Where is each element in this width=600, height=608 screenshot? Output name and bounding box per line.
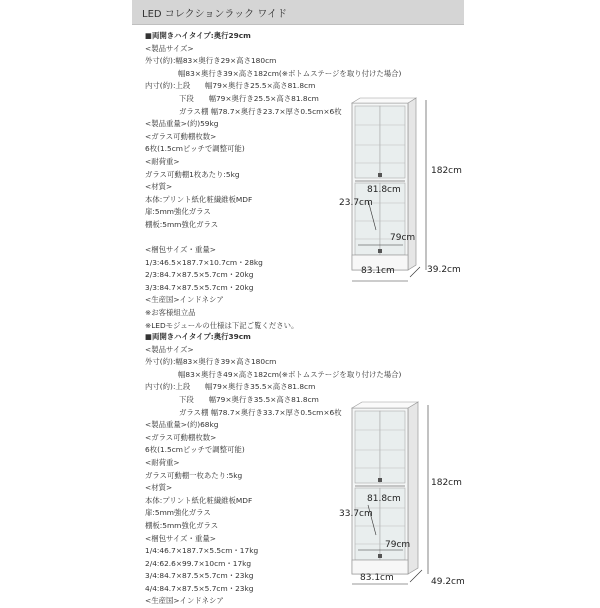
spec-line: <耐荷重> bbox=[145, 457, 180, 467]
spec-line: 6枚(1.5cmピッチで調整可能) bbox=[145, 144, 245, 154]
spec-line: 3/4:84.7×87.5×5.7cm・23kg bbox=[145, 571, 254, 581]
spec-line: <ガラス可動棚枚数> bbox=[145, 432, 217, 442]
spec-line: <製品重量>(約)68kg bbox=[145, 420, 219, 430]
spec-line: 棚板:5mm強化ガラス bbox=[145, 520, 219, 530]
spec-line: 本体:プリント紙化粧繊維板MDF bbox=[145, 194, 253, 204]
spec-line: 1/3:46.5×187.7×10.7cm・28kg bbox=[145, 257, 263, 267]
spec-line: ガラス可動棚1枚あたり:5kg bbox=[145, 169, 240, 179]
spec-line: <生産国>インドネシア bbox=[145, 596, 224, 606]
dim-width: 83.1cm bbox=[361, 266, 395, 276]
dim-shelf-width-2: 79cm bbox=[385, 540, 411, 550]
dim-height: 182cm bbox=[431, 166, 462, 176]
spec-line: <材質> bbox=[145, 483, 173, 493]
dim-height-2: 182cm bbox=[431, 478, 462, 488]
spec-line: <材質> bbox=[145, 182, 173, 192]
dim-width-2: 83.1cm bbox=[360, 573, 394, 583]
dim-shelf-depth: 23.7cm bbox=[339, 198, 373, 208]
spec-line: ガラス可動棚一枚あたり:5kg bbox=[145, 470, 243, 480]
spec-line: ■両開きハイタイプ:奥行39cm bbox=[145, 332, 251, 341]
spec-line: 6枚(1.5cmピッチで調整可能) bbox=[145, 445, 245, 455]
spec-line: 外寸(約):幅83×奥行き29×高さ180cm bbox=[145, 56, 277, 66]
spec-line: 4/4:84.7×87.5×5.7cm・23kg bbox=[145, 583, 254, 593]
spec-line: 幅83×奥行き49×高さ182cm(※ボトムステージを取り付けた場合) bbox=[178, 369, 402, 379]
spec-line: <ガラス可動棚枚数> bbox=[145, 131, 217, 141]
spec-line: 2/3:84.7×87.5×5.7cm・20kg bbox=[145, 270, 254, 280]
spec-line: 幅83×奥行き39×高さ182cm(※ボトムステージを取り付けた場合) bbox=[178, 68, 402, 78]
spec-line: 下段 幅79×奥行き35.5×高さ81.8cm bbox=[179, 394, 319, 404]
spec-line: 1/4:46.7×187.7×5.5cm・17kg bbox=[145, 546, 259, 556]
dim-shelf-height: 81.8cm bbox=[367, 185, 401, 195]
page-title: LED コレクションラック ワイド bbox=[142, 9, 288, 20]
spec-line: 扉:5mm強化ガラス bbox=[145, 508, 211, 518]
spec-line: ガラス棚 幅78.7×奥行き33.7×厚さ0.5cm×6枚 bbox=[179, 407, 342, 417]
spec-line: 内寸(約):上段 幅79×奥行き35.5×高さ81.8cm bbox=[145, 382, 316, 392]
cabinet-diagram-29cm bbox=[338, 95, 488, 295]
spec-line: 2/4:62.6×99.7×10cm・17kg bbox=[145, 558, 252, 568]
spec-line: ■両開きハイタイプ:奥行29cm bbox=[145, 31, 251, 40]
dim-shelf-height-2: 81.8cm bbox=[367, 494, 401, 504]
dim-shelf-width: 79cm bbox=[390, 233, 416, 243]
spec-line: ※お客様組立品 bbox=[145, 308, 196, 318]
spec-line: <梱包サイズ・重量> bbox=[145, 533, 216, 543]
spec-line: ガラス棚 幅78.7×奥行き23.7×厚さ0.5cm×6枚 bbox=[179, 106, 342, 116]
dim-shelf-depth-2: 33.7cm bbox=[339, 509, 373, 519]
spec-line: ※LEDモジュールの仕様は下記ご覧ください。 bbox=[145, 320, 299, 330]
spec-line: 下段 幅79×奥行き25.5×高さ81.8cm bbox=[179, 93, 319, 103]
spec-line: 3/3:84.7×87.5×5.7cm・20kg bbox=[145, 282, 254, 292]
spec-line: <製品サイズ> bbox=[145, 344, 194, 354]
spec-line: 内寸(約):上段 幅79×奥行き25.5×高さ81.8cm bbox=[145, 81, 316, 91]
spec-line: 本体:プリント紙化粧繊維板MDF bbox=[145, 495, 253, 505]
spec-line: <生産国>インドネシア bbox=[145, 295, 224, 305]
page-header bbox=[132, 0, 464, 25]
dim-depth: 39.2cm bbox=[427, 265, 461, 275]
cabinet-diagram-39cm bbox=[338, 400, 488, 600]
spec-line: 扉:5mm強化ガラス bbox=[145, 207, 211, 217]
spec-line: <梱包サイズ・重量> bbox=[145, 245, 216, 255]
spec-line: 外寸(約):幅83×奥行き39×高さ180cm bbox=[145, 357, 277, 367]
spec-line: <製品サイズ> bbox=[145, 43, 194, 53]
spec-line: <耐荷重> bbox=[145, 156, 180, 166]
spec-line: <製品重量>(約)59kg bbox=[145, 119, 219, 129]
spec-line: 棚板:5mm強化ガラス bbox=[145, 219, 219, 229]
dim-depth-2: 49.2cm bbox=[431, 577, 465, 587]
